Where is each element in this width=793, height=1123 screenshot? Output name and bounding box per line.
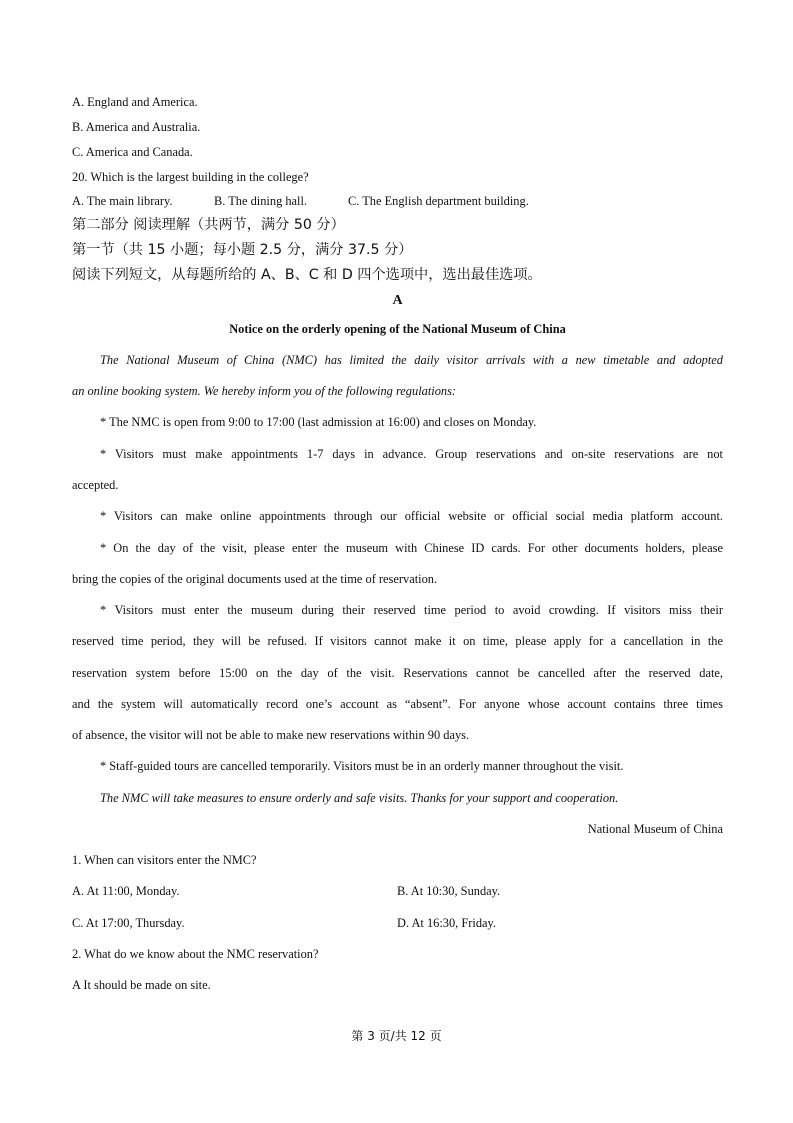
q20-option-b: B. The dining hall.	[214, 194, 308, 208]
page-number	[0, 1027, 793, 1044]
q1-option-d: D. At 16:30, Friday.	[397, 916, 497, 930]
option-a-prev: A. England and America.	[72, 95, 198, 109]
question-1-options-row-1	[72, 883, 722, 899]
rule-5-line-1: * Visitors must enter the museum during their reserved time period to avoid crowding. If visitors miss their	[100, 603, 723, 617]
rule-5-line-3: reservation system before 15:00 on the day of the visit. Reservations cannot be cancelled after the reserved date,	[72, 666, 723, 680]
rule-3: * Visitors can make online appointments through our official website or official social media platform account.	[100, 509, 723, 523]
rule-2-line-2: accepted.	[72, 478, 119, 492]
section-one-heading: 第一节（共 15 小题；每小题 2.5 分，满分 37.5 分）	[72, 242, 413, 258]
rule-2-line-1: * Visitors must make appointments 1-7 days in advance. Group reservations and on-site reservations are not	[100, 447, 723, 461]
passage-letter: A	[392, 293, 403, 308]
signature: National Museum of China	[587, 822, 723, 836]
rule-5-line-5: of absence, the visitor will not be able to make new reservations within 90 days.	[72, 728, 470, 742]
q2-option-a: A It should be made on site.	[72, 978, 211, 992]
intro-line-1: The National Museum of China (NMC) has limited the daily visitor arrivals with a new timetable and adopted	[100, 353, 723, 367]
rule-1: * The NMC is open from 9:00 to 17:00 (last admission at 16:00) and closes on Monday.	[100, 415, 537, 429]
part-two-heading: 第二部分 阅读理解（共两节，满分 50 分）	[72, 217, 345, 233]
q20-option-a: A. The main library.	[72, 194, 173, 208]
rule-6: * Staff-guided tours are cancelled temporarily. Visitors must be in an orderly manner throughout the visit.	[100, 759, 624, 773]
question-1-options-row-2	[72, 915, 722, 931]
rule-4-line-2: bring the copies of the original documents used at the time of reservation.	[72, 572, 438, 586]
intro-line-2: an online booking system. We hereby inform you of the following regulations:	[72, 384, 457, 398]
rule-5-line-2: reserved time period, they will be refused. If visitors cannot make it on time, please apply for a cancellation in the	[72, 634, 723, 648]
closing-line: The NMC will take measures to ensure orderly and safe visits. Thanks for your support and cooperation.	[100, 791, 619, 805]
question-2-stem: 2. What do we know about the NMC reservation?	[72, 947, 319, 961]
question-20-options	[72, 193, 722, 209]
option-c-prev: C. America and Canada.	[72, 145, 193, 159]
q1-option-c: C. At 17:00, Thursday.	[72, 916, 185, 930]
page-number-label: 第 3 页/共 12 页	[351, 1029, 442, 1043]
q1-option-a: A. At 11:00, Monday.	[72, 884, 180, 898]
q20-option-c: C. The English department building.	[348, 194, 529, 208]
q1-option-b: B. At 10:30, Sunday.	[397, 884, 501, 898]
question-20-stem: 20. Which is the largest building in the college?	[72, 170, 309, 184]
question-1-stem: 1. When can visitors enter the NMC?	[72, 853, 257, 867]
rule-5-line-4: and the system will automatically record one’s account as “absent”. For anyone whose account contains three times	[72, 697, 723, 711]
reading-instruction: 阅读下列短文，从每题所给的 A、B、C 和 D 四个选项中，选出最佳选项。	[72, 267, 542, 283]
rule-4-line-1: * On the day of the visit, please enter the museum with Chinese ID cards. For other documents holders, please	[100, 541, 723, 555]
option-b-prev: B. America and Australia.	[72, 120, 201, 134]
passage-title: Notice on the orderly opening of the National Museum of China	[229, 322, 566, 336]
